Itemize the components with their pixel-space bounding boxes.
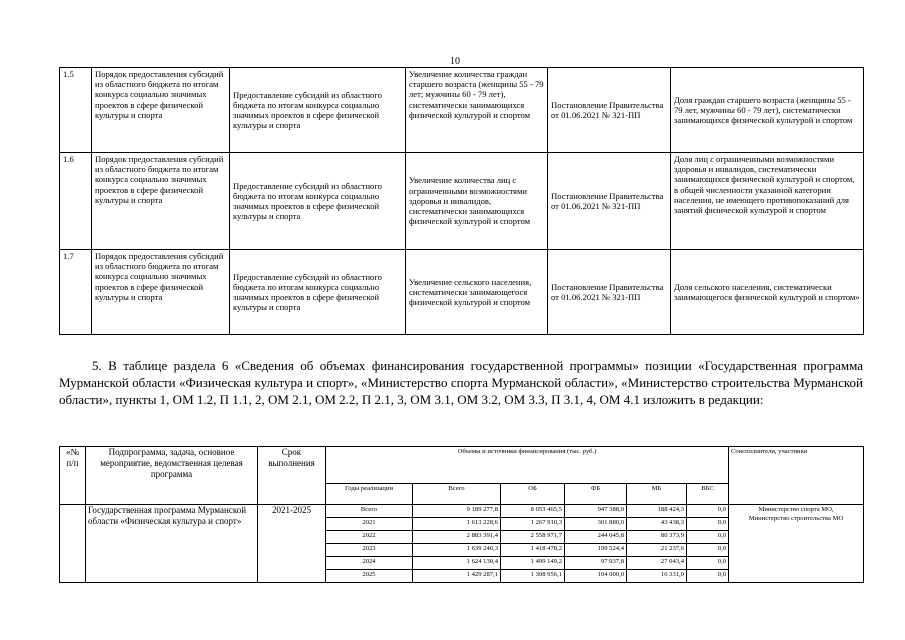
mb-cell: 188 424,3 xyxy=(627,505,687,518)
year-cell: 2022 xyxy=(326,531,413,544)
year-cell: 2025 xyxy=(326,570,413,583)
program-num-cell xyxy=(60,505,86,583)
header-years: Годы реализации xyxy=(326,484,413,505)
total-cell: 1 624 130,4 xyxy=(413,557,501,570)
effect-cell: Увеличение количества лиц с ограниченными возможностями здоровья и инвалидов, систематически занимающихся физической культурой и спортом xyxy=(406,153,548,250)
measures-table xyxy=(59,67,864,335)
header-total: Всего xyxy=(413,484,501,505)
paragraph-text: 5. В таблице раздела 6 «Сведения об объемах финансирования государственной программы» позиции «Государственная программа Мурманской области «Физическая культура и спорт», «Министерство спорта Мурманской области», «Министерство строительства Мурманской области», пункты 1, ОМ 1.2, П 1.1, 2, ОМ 2.1, ОМ 2.2, П 2.1, 3, ОМ 3.1, ОМ 3.2, ОМ 3.3, П 3.1, 4, ОМ 4.1 изложить в редакции: xyxy=(59,358,863,407)
row-number: 1.6 xyxy=(60,153,92,250)
header-subprogram: Подпрограмма, задача, основное мероприятие, ведомственная целевая программа xyxy=(86,447,258,505)
header-funding: Объемы и источники финансирования (тыс. руб.) xyxy=(326,447,729,484)
decree-cell: Постановление Правительства от 01.06.2021 № 321-ПП xyxy=(548,250,671,335)
year-cell: 2024 xyxy=(326,557,413,570)
procedure-cell: Порядок предоставления субсидий из областного бюджета по итогам конкурса социально значимых проектов в сфере физической культуры и спорта xyxy=(92,68,230,153)
effect-cell: Увеличение сельского населения, систематически занимающегося физической культурой и спортом xyxy=(406,250,548,335)
amendment-paragraph xyxy=(59,357,863,408)
funding-table xyxy=(59,446,864,583)
vbs-cell: 0,0 xyxy=(687,544,729,557)
ob-cell: 1 418 478,2 xyxy=(501,544,565,557)
fb-cell: 104 000,0 xyxy=(565,570,627,583)
vbs-cell: 0,0 xyxy=(687,505,729,518)
mb-cell: 27 043,4 xyxy=(627,557,687,570)
table-row xyxy=(60,505,864,518)
vbs-cell: 0,0 xyxy=(687,570,729,583)
table-row xyxy=(60,153,864,250)
row-number: 1.5 xyxy=(60,68,92,153)
provision-cell: Предоставление субсидий из областного бюджета по итогам конкурса социально значимых проектов в сфере физической культуры и спорта xyxy=(230,68,406,153)
page-number: 10 xyxy=(450,56,460,67)
total-cell: 9 189 277,8 xyxy=(413,505,501,518)
row-number: 1.7 xyxy=(60,250,92,335)
ob-cell: 8 053 465,5 xyxy=(501,505,565,518)
coexecutor-sport: Министерство спорта МО, xyxy=(758,506,834,513)
total-cell: 1 639 240,3 xyxy=(413,544,501,557)
year-cell: Всего xyxy=(326,505,413,518)
procedure-cell: Порядок предоставления субсидий из областного бюджета по итогам конкурса социально значимых проектов в сфере физической культуры и спорта xyxy=(92,250,230,335)
ob-cell: 2 558 971,7 xyxy=(501,531,565,544)
vbs-cell: 0,0 xyxy=(687,531,729,544)
provision-cell: Предоставление субсидий из областного бюджета по итогам конкурса социально значимых проектов в сфере физической культуры и спорта xyxy=(230,250,406,335)
indicator-cell: Доля сельского населения, систематически занимающегося физической культурой и спортом» xyxy=(671,250,864,335)
procedure-cell: Порядок предоставления субсидий из областного бюджета по итогам конкурса социально значимых проектов в сфере физической культуры и спорта xyxy=(92,153,230,250)
mb-cell: 16 331,0 xyxy=(627,570,687,583)
indicator-cell: Доля лиц с ограниченными возможностями здоровья и инвалидов, систематически занимающихся физической культурой и спортом, в общей численности указанной категории населения, не имеющего противопоказаний для занятий физической культурой и спортом xyxy=(671,153,864,250)
fb-cell: 244 045,8 xyxy=(565,531,627,544)
fb-cell: 97 937,8 xyxy=(565,557,627,570)
table-row xyxy=(60,68,864,153)
indicator-cell: Доля граждан старшего возраста (женщины 55 - 79 лет, мужчины 60 - 79 лет), систематически занимающихся физической культурой и спортом xyxy=(671,68,864,153)
header-mb: МБ xyxy=(627,484,687,505)
ob-cell: 1 308 956,1 xyxy=(501,570,565,583)
decree-cell: Постановление Правительства от 01.06.2021 № 321-ПП xyxy=(548,68,671,153)
total-cell: 1 429 287,1 xyxy=(413,570,501,583)
header-vbs: ВБС xyxy=(687,484,729,505)
table-row xyxy=(60,250,864,335)
fb-cell: 301 880,0 xyxy=(565,518,627,531)
header-coexecutors: Соисполнители, участники xyxy=(729,447,864,505)
total-cell: 2 883 391,4 xyxy=(413,531,501,544)
effect-cell: Увеличение количества граждан старшего возраста (женщины 55 - 79 лет; мужчины 60 - 79 лет), систематически занимающихся физической культурой и спортом xyxy=(406,68,548,153)
header-num: «№ п/п xyxy=(60,447,86,505)
decree-cell: Постановление Правительства от 01.06.2021 № 321-ПП xyxy=(548,153,671,250)
header-term: Срок выполнения xyxy=(258,447,326,505)
fb-cell: 199 524,4 xyxy=(565,544,627,557)
program-name: Государственная программа Мурманской области «Физическая культура и спорт» xyxy=(86,505,258,583)
year-cell: 2023 xyxy=(326,544,413,557)
header-ob: ОБ xyxy=(501,484,565,505)
program-term: 2021-2025 xyxy=(258,505,326,583)
mb-cell: 80 373,9 xyxy=(627,531,687,544)
ob-cell: 1 267 910,3 xyxy=(501,518,565,531)
provision-cell: Предоставление субсидий из областного бюджета по итогам конкурса социально значимых проектов в сфере физической культуры и спорта xyxy=(230,153,406,250)
mb-cell: 21 237,6 xyxy=(627,544,687,557)
vbs-cell: 0,0 xyxy=(687,557,729,570)
coexecutors-cell xyxy=(729,505,864,583)
ob-cell: 1 499 149,2 xyxy=(501,557,565,570)
coexecutor-construction: Министерство строительства МО xyxy=(748,515,844,522)
year-cell: 2021 xyxy=(326,518,413,531)
vbs-cell: 0,0 xyxy=(687,518,729,531)
mb-cell: 43 438,3 xyxy=(627,518,687,531)
header-fb: ФБ xyxy=(565,484,627,505)
fb-cell: 947 388,0 xyxy=(565,505,627,518)
total-cell: 1 613 228,6 xyxy=(413,518,501,531)
